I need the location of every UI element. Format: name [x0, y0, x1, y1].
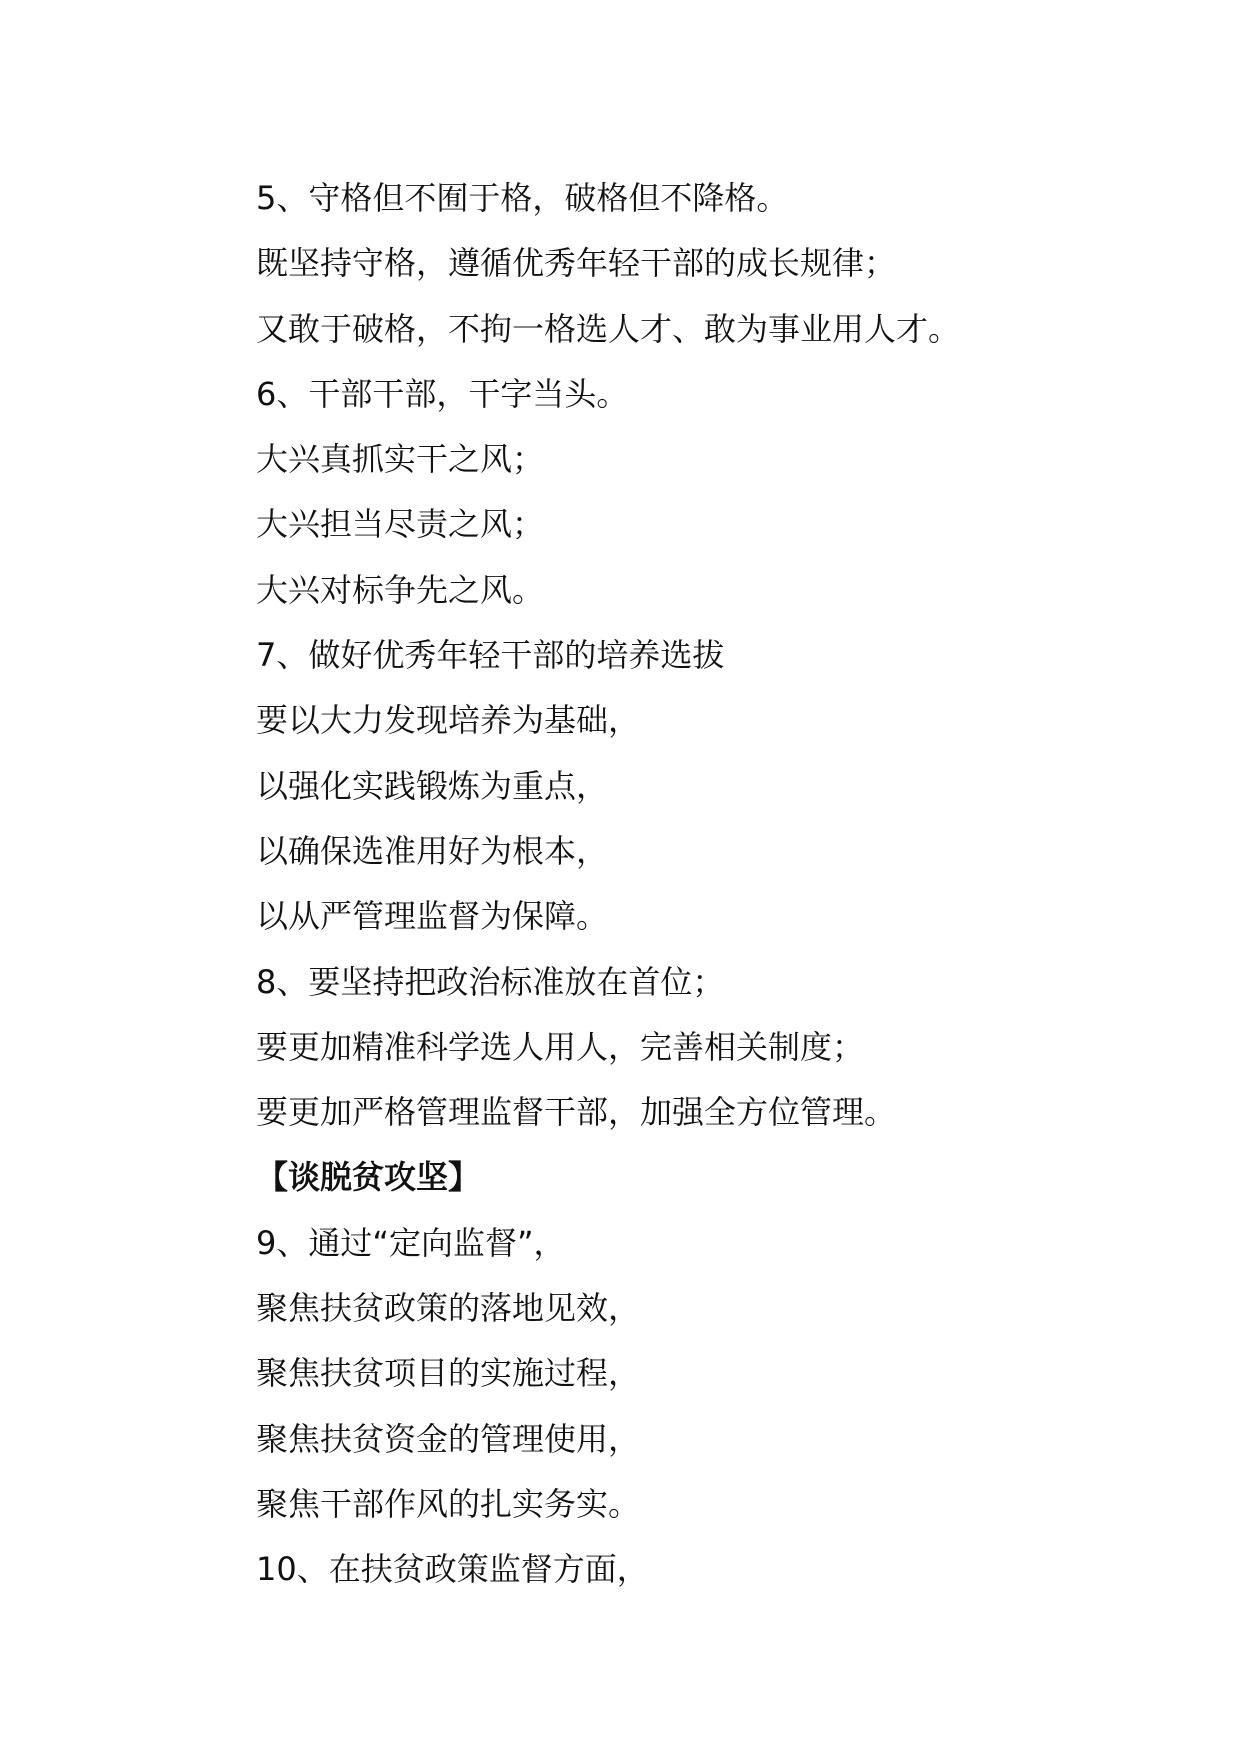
text-line: 大兴担当尽责之风；: [256, 505, 545, 544]
text-line: 要更加精准科学选人用人，完善相关制度；: [256, 1027, 865, 1066]
text-line: 聚焦干部作风的扎实务实。: [256, 1484, 641, 1523]
text-line: 聚焦扶贫政策的落地见效，: [256, 1289, 641, 1328]
text-line: 大兴真抓实干之风；: [256, 440, 545, 479]
text-line: 9、通过“定向监督”，: [256, 1223, 566, 1262]
text-line: 7、做好优秀年轻干部的培养选拔: [256, 636, 725, 675]
document-body: [256, 166, 960, 1603]
text-line: 以从严管理监督为保障。: [256, 897, 609, 936]
text-line: 以确保选准用好为根本，: [256, 831, 609, 870]
text-line: 既坚持守格，遵循优秀年轻干部的成长规律；: [256, 244, 897, 283]
text-line: 以强化实践锻炼为重点，: [256, 766, 609, 805]
text-line: 要更加严格管理监督干部，加强全方位管理。: [256, 1093, 897, 1132]
section-heading: 【谈脱贫攻坚】: [256, 1158, 481, 1197]
text-line: 要以大力发现培养为基础，: [256, 701, 641, 740]
text-line: 5、守格但不囿于格，破格但不降格。: [256, 179, 789, 217]
text-line: 大兴对标争先之风。: [256, 570, 545, 609]
text-line: 10、在扶贫政策监督方面，: [256, 1550, 649, 1589]
text-line: 聚焦扶贫项目的实施过程，: [256, 1354, 641, 1393]
text-line: 8、要坚持把政治标准放在首位；: [256, 962, 725, 1001]
text-line: 又敢于破格，不拘一格选人才、敢为事业用人才。: [256, 309, 961, 348]
text-line: 6、干部干部，干字当头。: [256, 374, 629, 413]
text-line: 聚焦扶贫资金的管理使用，: [256, 1419, 641, 1458]
